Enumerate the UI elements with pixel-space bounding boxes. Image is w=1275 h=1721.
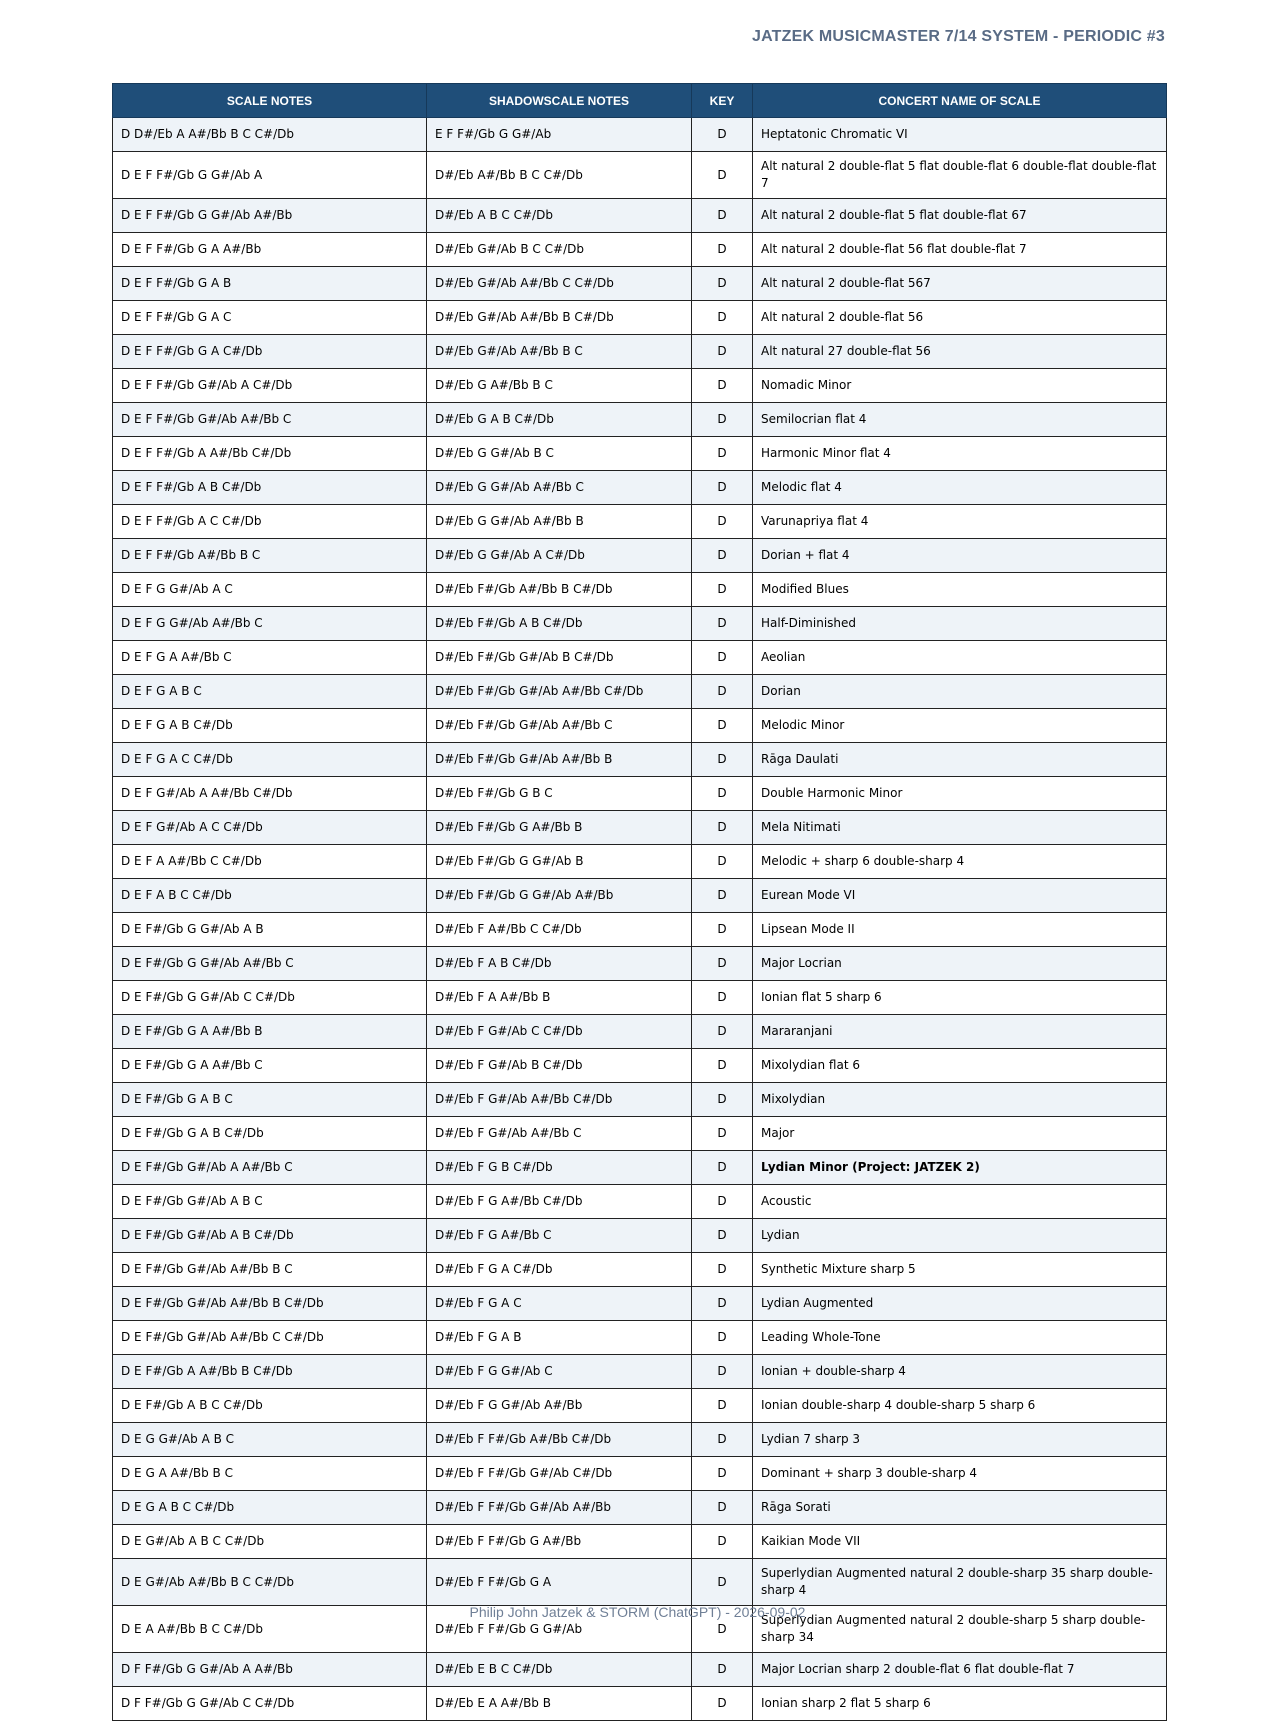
table-row	[113, 437, 1167, 471]
table-row	[113, 1287, 1167, 1321]
key-cell: D	[692, 607, 753, 641]
concert-name-cell: Rāga Daulati	[753, 743, 1167, 777]
table-row	[113, 641, 1167, 675]
key-cell: D	[692, 1253, 753, 1287]
scale-notes-cell: D E F F#/Gb G A A#/Bb	[113, 233, 427, 267]
concert-name-cell: Acoustic	[753, 1185, 1167, 1219]
table-body	[113, 118, 1167, 1721]
shadowscale-notes-cell: D#/Eb G A B C#/Db	[427, 403, 692, 437]
table-row	[113, 118, 1167, 152]
concert-name-cell: Synthetic Mixture sharp 5	[753, 1253, 1167, 1287]
key-cell: D	[692, 1389, 753, 1423]
scale-notes-cell: D E F G G#/Ab A#/Bb C	[113, 607, 427, 641]
shadowscale-notes-cell: D#/Eb A B C C#/Db	[427, 199, 692, 233]
table-row	[113, 267, 1167, 301]
scale-notes-cell: D E F F#/Gb A#/Bb B C	[113, 539, 427, 573]
shadowscale-notes-cell: D#/Eb G#/Ab A#/Bb B C	[427, 335, 692, 369]
shadowscale-notes-cell: D#/Eb G#/Ab B C C#/Db	[427, 233, 692, 267]
table-row	[113, 573, 1167, 607]
concert-name-cell: Melodic flat 4	[753, 471, 1167, 505]
concert-name-cell: Alt natural 2 double-flat 567	[753, 267, 1167, 301]
scale-notes-cell: D E F#/Gb G#/Ab A A#/Bb C	[113, 1151, 427, 1185]
page-title: JATZEK MUSICMASTER 7/14 SYSTEM - PERIODIC #3	[751, 28, 1165, 45]
column-header-concert-name: CONCERT NAME OF SCALE	[753, 84, 1167, 118]
key-cell: D	[692, 1083, 753, 1117]
table-row	[113, 335, 1167, 369]
concert-name-cell: Half-Diminished	[753, 607, 1167, 641]
concert-name-cell: Ionian sharp 2 flat 5 sharp 6	[753, 1687, 1167, 1721]
concert-name-cell: Melodic Minor	[753, 709, 1167, 743]
key-cell: D	[692, 335, 753, 369]
key-cell: D	[692, 505, 753, 539]
shadowscale-notes-cell: D#/Eb G G#/Ab A#/Bb B	[427, 505, 692, 539]
scale-notes-cell: D E G#/Ab A#/Bb B C C#/Db	[113, 1559, 427, 1606]
scale-notes-cell: D E F G A A#/Bb C	[113, 641, 427, 675]
key-cell: D	[692, 743, 753, 777]
scale-notes-cell: D F F#/Gb G G#/Ab A A#/Bb	[113, 1653, 427, 1687]
key-cell: D	[692, 1423, 753, 1457]
key-cell: D	[692, 1457, 753, 1491]
concert-name-cell: Ionian double-sharp 4 double-sharp 5 sharp 6	[753, 1389, 1167, 1423]
shadowscale-notes-cell: D#/Eb F G A#/Bb C#/Db	[427, 1185, 692, 1219]
shadowscale-notes-cell: D#/Eb F#/Gb G A#/Bb B	[427, 811, 692, 845]
shadowscale-notes-cell: D#/Eb F#/Gb A B C#/Db	[427, 607, 692, 641]
scale-notes-cell: D D#/Eb A A#/Bb B C C#/Db	[113, 118, 427, 152]
scale-notes-cell: D E F G G#/Ab A C	[113, 573, 427, 607]
table-row	[113, 1185, 1167, 1219]
scale-notes-cell: D E F G#/Ab A C C#/Db	[113, 811, 427, 845]
key-cell: D	[692, 1219, 753, 1253]
concert-name-cell: Varunapriya flat 4	[753, 505, 1167, 539]
concert-name-cell: Lipsean Mode II	[753, 913, 1167, 947]
shadowscale-notes-cell: D#/Eb F G B C#/Db	[427, 1151, 692, 1185]
shadowscale-notes-cell: D#/Eb F G#/Ab C C#/Db	[427, 1015, 692, 1049]
concert-name-cell: Kaikian Mode VII	[753, 1525, 1167, 1559]
table-header-row	[113, 84, 1167, 118]
table-row	[113, 1559, 1167, 1606]
concert-name-cell: Superlydian Augmented natural 2 double-sharp 5 sharp double-sharp 34	[753, 1606, 1167, 1653]
concert-name-cell: Major Locrian	[753, 947, 1167, 981]
concert-name-cell: Melodic + sharp 6 double-sharp 4	[753, 845, 1167, 879]
key-cell: D	[692, 879, 753, 913]
shadowscale-notes-cell: D#/Eb F G#/Ab A#/Bb C	[427, 1117, 692, 1151]
shadowscale-notes-cell: D#/Eb G#/Ab A#/Bb B C#/Db	[427, 301, 692, 335]
key-cell: D	[692, 1185, 753, 1219]
scale-notes-cell: D E F G#/Ab A A#/Bb C#/Db	[113, 777, 427, 811]
shadowscale-notes-cell: D#/Eb F G A C#/Db	[427, 1253, 692, 1287]
shadowscale-notes-cell: D#/Eb F#/Gb G#/Ab A#/Bb C	[427, 709, 692, 743]
scale-notes-cell: D E F F#/Gb G#/Ab A#/Bb C	[113, 403, 427, 437]
concert-name-cell: Heptatonic Chromatic VI	[753, 118, 1167, 152]
concert-name-cell: Mixolydian	[753, 1083, 1167, 1117]
table-row	[113, 1321, 1167, 1355]
key-cell: D	[692, 811, 753, 845]
shadowscale-notes-cell: D#/Eb F#/Gb G G#/Ab B	[427, 845, 692, 879]
shadowscale-notes-cell: D#/Eb F A B C#/Db	[427, 947, 692, 981]
table-row	[113, 1389, 1167, 1423]
scale-notes-cell: D F F#/Gb G G#/Ab C C#/Db	[113, 1687, 427, 1721]
scale-notes-cell: D E F#/Gb G G#/Ab A#/Bb C	[113, 947, 427, 981]
scale-notes-cell: D E G A B C C#/Db	[113, 1491, 427, 1525]
key-cell: D	[692, 913, 753, 947]
table-row	[113, 777, 1167, 811]
shadowscale-notes-cell: D#/Eb E B C C#/Db	[427, 1653, 692, 1687]
shadowscale-notes-cell: D#/Eb F G A B	[427, 1321, 692, 1355]
shadowscale-notes-cell: D#/Eb F F#/Gb G#/Ab A#/Bb	[427, 1491, 692, 1525]
key-cell: D	[692, 199, 753, 233]
table-row	[113, 743, 1167, 777]
shadowscale-notes-cell: D#/Eb F G A C	[427, 1287, 692, 1321]
table-row	[113, 152, 1167, 199]
scale-notes-cell: D E G A A#/Bb B C	[113, 1457, 427, 1491]
table-row	[113, 403, 1167, 437]
table-row	[113, 1491, 1167, 1525]
key-cell: D	[692, 1559, 753, 1606]
key-cell: D	[692, 1525, 753, 1559]
table-row	[113, 1117, 1167, 1151]
shadowscale-notes-cell: D#/Eb F G G#/Ab C	[427, 1355, 692, 1389]
scale-notes-cell: D E F#/Gb G#/Ab A#/Bb B C#/Db	[113, 1287, 427, 1321]
concert-name-cell: Eurean Mode VI	[753, 879, 1167, 913]
scale-notes-cell: D E F G A B C#/Db	[113, 709, 427, 743]
concert-name-cell: Rāga Sorati	[753, 1491, 1167, 1525]
column-header-key: KEY	[692, 84, 753, 118]
table-row	[113, 539, 1167, 573]
scale-notes-cell: D E F G A B C	[113, 675, 427, 709]
concert-name-cell: Lydian Augmented	[753, 1287, 1167, 1321]
shadowscale-notes-cell: D#/Eb F#/Gb G B C	[427, 777, 692, 811]
key-cell: D	[692, 118, 753, 152]
key-cell: D	[692, 777, 753, 811]
scale-notes-cell: D E F F#/Gb G#/Ab A C#/Db	[113, 369, 427, 403]
shadowscale-notes-cell: D#/Eb F G A#/Bb C	[427, 1219, 692, 1253]
table-row	[113, 1219, 1167, 1253]
column-header-shadowscale-notes: SHADOWSCALE NOTES	[427, 84, 692, 118]
concert-name-cell: Alt natural 2 double-flat 56 flat double-flat 7	[753, 233, 1167, 267]
shadowscale-notes-cell: D#/Eb F G#/Ab B C#/Db	[427, 1049, 692, 1083]
key-cell: D	[692, 573, 753, 607]
concert-name-cell: Alt natural 2 double-flat 5 flat double-flat 6 double-flat double-flat 7	[753, 152, 1167, 199]
key-cell: D	[692, 1015, 753, 1049]
shadowscale-notes-cell: D#/Eb G A#/Bb B C	[427, 369, 692, 403]
scale-notes-cell: D E F F#/Gb G G#/Ab A#/Bb	[113, 199, 427, 233]
shadowscale-notes-cell: D#/Eb G G#/Ab B C	[427, 437, 692, 471]
key-cell: D	[692, 369, 753, 403]
concert-name-cell: Dorian + flat 4	[753, 539, 1167, 573]
shadowscale-notes-cell: D#/Eb F F#/Gb G A	[427, 1559, 692, 1606]
shadowscale-notes-cell: D#/Eb F G#/Ab A#/Bb C#/Db	[427, 1083, 692, 1117]
scale-notes-cell: D E F F#/Gb G G#/Ab A	[113, 152, 427, 199]
shadowscale-notes-cell: D#/Eb F#/Gb G#/Ab B C#/Db	[427, 641, 692, 675]
concert-name-cell: Lydian Minor (Project: JATZEK 2)	[753, 1151, 1167, 1185]
scale-notes-cell: D E F#/Gb A A#/Bb B C#/Db	[113, 1355, 427, 1389]
concert-name-cell: Lydian 7 sharp 3	[753, 1423, 1167, 1457]
shadowscale-notes-cell: D#/Eb F F#/Gb G#/Ab C#/Db	[427, 1457, 692, 1491]
column-header-scale-notes: SCALE NOTES	[113, 84, 427, 118]
key-cell: D	[692, 845, 753, 879]
concert-name-cell: Nomadic Minor	[753, 369, 1167, 403]
table-row	[113, 947, 1167, 981]
scale-notes-cell: D E F#/Gb G A B C#/Db	[113, 1117, 427, 1151]
concert-name-cell: Leading Whole-Tone	[753, 1321, 1167, 1355]
concert-name-cell: Superlydian Augmented natural 2 double-sharp 35 sharp double-sharp 4	[753, 1559, 1167, 1606]
scale-notes-cell: D E F#/Gb G A B C	[113, 1083, 427, 1117]
table-row	[113, 1525, 1167, 1559]
table-row	[113, 1355, 1167, 1389]
concert-name-cell: Alt natural 2 double-flat 5 flat double-flat 67	[753, 199, 1167, 233]
key-cell: D	[692, 267, 753, 301]
table-row	[113, 1151, 1167, 1185]
scale-notes-cell: D E F F#/Gb G A B	[113, 267, 427, 301]
key-cell: D	[692, 1287, 753, 1321]
key-cell: D	[692, 1606, 753, 1653]
shadowscale-notes-cell: D#/Eb F A A#/Bb B	[427, 981, 692, 1015]
page-footer: Philip John Jatzek & STORM (ChatGPT) - 2026-09-02	[469, 1604, 806, 1620]
concert-name-cell: Lydian	[753, 1219, 1167, 1253]
table-row	[113, 1083, 1167, 1117]
scale-notes-cell: D E F G A C C#/Db	[113, 743, 427, 777]
table-row	[113, 1049, 1167, 1083]
shadowscale-notes-cell: E F F#/Gb G G#/Ab	[427, 118, 692, 152]
table-row	[113, 709, 1167, 743]
scale-notes-cell: D E G#/Ab A B C C#/Db	[113, 1525, 427, 1559]
table-row	[113, 1687, 1167, 1721]
concert-name-cell: Mararanjani	[753, 1015, 1167, 1049]
key-cell: D	[692, 152, 753, 199]
concert-name-cell: Major	[753, 1117, 1167, 1151]
shadowscale-notes-cell: D#/Eb F F#/Gb G G#/Ab	[427, 1606, 692, 1653]
shadowscale-notes-cell: D#/Eb G G#/Ab A#/Bb C	[427, 471, 692, 505]
key-cell: D	[692, 1491, 753, 1525]
table-row	[113, 1457, 1167, 1491]
table-row	[113, 675, 1167, 709]
scale-notes-cell: D E F#/Gb G A A#/Bb C	[113, 1049, 427, 1083]
key-cell: D	[692, 301, 753, 335]
key-cell: D	[692, 947, 753, 981]
shadowscale-notes-cell: D#/Eb F#/Gb G#/Ab A#/Bb C#/Db	[427, 675, 692, 709]
key-cell: D	[692, 1653, 753, 1687]
key-cell: D	[692, 1355, 753, 1389]
concert-name-cell: Double Harmonic Minor	[753, 777, 1167, 811]
scale-notes-cell: D E F#/Gb G#/Ab A B C	[113, 1185, 427, 1219]
table-row	[113, 981, 1167, 1015]
concert-name-cell: Alt natural 2 double-flat 56	[753, 301, 1167, 335]
table-row	[113, 879, 1167, 913]
concert-name-cell: Ionian flat 5 sharp 6	[753, 981, 1167, 1015]
scale-notes-cell: D E F#/Gb G#/Ab A B C#/Db	[113, 1219, 427, 1253]
scale-notes-cell: D E F#/Gb A B C C#/Db	[113, 1389, 427, 1423]
scale-notes-cell: D E F#/Gb G G#/Ab C C#/Db	[113, 981, 427, 1015]
table-row	[113, 233, 1167, 267]
table-row	[113, 811, 1167, 845]
scales-table	[112, 83, 1167, 1721]
table-row	[113, 607, 1167, 641]
concert-name-cell: Mela Nitimati	[753, 811, 1167, 845]
concert-name-cell: Ionian + double-sharp 4	[753, 1355, 1167, 1389]
key-cell: D	[692, 1321, 753, 1355]
key-cell: D	[692, 437, 753, 471]
concert-name-cell: Harmonic Minor flat 4	[753, 437, 1167, 471]
table-row	[113, 1653, 1167, 1687]
concert-name-cell: Major Locrian sharp 2 double-flat 6 flat double-flat 7	[753, 1653, 1167, 1687]
scale-notes-cell: D E F#/Gb G#/Ab A#/Bb B C	[113, 1253, 427, 1287]
scale-notes-cell: D E F F#/Gb G A C#/Db	[113, 335, 427, 369]
shadowscale-notes-cell: D#/Eb F#/Gb A#/Bb B C#/Db	[427, 573, 692, 607]
concert-name-cell: Semilocrian flat 4	[753, 403, 1167, 437]
shadowscale-notes-cell: D#/Eb F G G#/Ab A#/Bb	[427, 1389, 692, 1423]
table-row	[113, 199, 1167, 233]
concert-name-cell: Aeolian	[753, 641, 1167, 675]
table-row	[113, 301, 1167, 335]
key-cell: D	[692, 1049, 753, 1083]
shadowscale-notes-cell: D#/Eb F#/Gb G G#/Ab A#/Bb	[427, 879, 692, 913]
concert-name-cell: Modified Blues	[753, 573, 1167, 607]
key-cell: D	[692, 471, 753, 505]
key-cell: D	[692, 641, 753, 675]
key-cell: D	[692, 233, 753, 267]
key-cell: D	[692, 981, 753, 1015]
shadowscale-notes-cell: D#/Eb G#/Ab A#/Bb C C#/Db	[427, 267, 692, 301]
scale-notes-cell: D E F#/Gb G#/Ab A#/Bb C C#/Db	[113, 1321, 427, 1355]
key-cell: D	[692, 1117, 753, 1151]
scale-notes-cell: D E F F#/Gb A B C#/Db	[113, 471, 427, 505]
shadowscale-notes-cell: D#/Eb F A#/Bb C C#/Db	[427, 913, 692, 947]
key-cell: D	[692, 675, 753, 709]
scale-notes-cell: D E F F#/Gb G A C	[113, 301, 427, 335]
scale-notes-cell: D E G G#/Ab A B C	[113, 1423, 427, 1457]
table-row	[113, 1253, 1167, 1287]
table-row	[113, 845, 1167, 879]
table-row	[113, 369, 1167, 403]
table-row	[113, 1423, 1167, 1457]
shadowscale-notes-cell: D#/Eb F F#/Gb G A#/Bb	[427, 1525, 692, 1559]
concert-name-cell: Alt natural 27 double-flat 56	[753, 335, 1167, 369]
shadowscale-notes-cell: D#/Eb A#/Bb B C C#/Db	[427, 152, 692, 199]
key-cell: D	[692, 1687, 753, 1721]
key-cell: D	[692, 709, 753, 743]
concert-name-cell: Mixolydian flat 6	[753, 1049, 1167, 1083]
shadowscale-notes-cell: D#/Eb E A A#/Bb B	[427, 1687, 692, 1721]
shadowscale-notes-cell: D#/Eb G G#/Ab A C#/Db	[427, 539, 692, 573]
key-cell: D	[692, 1151, 753, 1185]
table-row	[113, 913, 1167, 947]
scale-notes-cell: D E F A B C C#/Db	[113, 879, 427, 913]
key-cell: D	[692, 403, 753, 437]
shadowscale-notes-cell: D#/Eb F#/Gb G#/Ab A#/Bb B	[427, 743, 692, 777]
scale-notes-cell: D E F A A#/Bb C C#/Db	[113, 845, 427, 879]
scale-notes-cell: D E F#/Gb G A A#/Bb B	[113, 1015, 427, 1049]
concert-name-cell: Dominant + sharp 3 double-sharp 4	[753, 1457, 1167, 1491]
table-row	[113, 1015, 1167, 1049]
scale-notes-cell: D E F F#/Gb A A#/Bb C#/Db	[113, 437, 427, 471]
key-cell: D	[692, 539, 753, 573]
scale-notes-cell: D E F#/Gb G G#/Ab A B	[113, 913, 427, 947]
concert-name-cell: Dorian	[753, 675, 1167, 709]
table-row	[113, 505, 1167, 539]
scale-notes-cell: D E A A#/Bb B C C#/Db	[113, 1606, 427, 1653]
scale-notes-cell: D E F F#/Gb A C C#/Db	[113, 505, 427, 539]
shadowscale-notes-cell: D#/Eb F F#/Gb A#/Bb C#/Db	[427, 1423, 692, 1457]
table-row	[113, 471, 1167, 505]
